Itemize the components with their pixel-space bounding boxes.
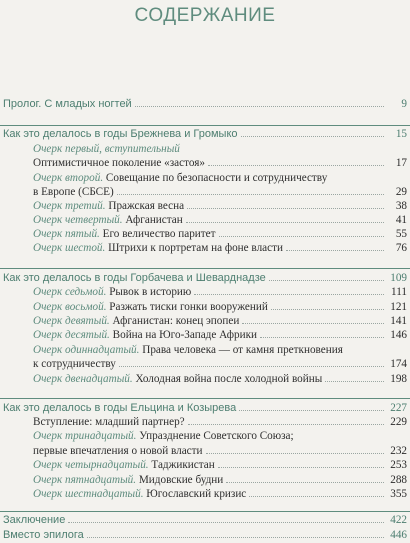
essay-title: Разжать тиски гонки вооружений: [106, 301, 268, 313]
entry-text: [33, 328, 257, 342]
toc-entry[interactable]: [0, 372, 410, 386]
essay-title: Таджикистан: [148, 459, 215, 471]
essay-label: Очерк четырнадцатый.: [33, 459, 149, 471]
essay-label: Очерк первый, вступительный: [33, 143, 180, 155]
dot-leader: [260, 337, 384, 338]
essay-title: Упразднение Советского Союза;: [136, 430, 294, 442]
dot-leader: [242, 323, 384, 324]
page-title: СОДЕРЖАНИЕ: [134, 5, 276, 26]
dot-leader: [206, 453, 384, 454]
dot-leader: [117, 194, 384, 195]
page-number: 29: [395, 186, 407, 198]
essay-title: Совещание по безопасности и сотрудничеству: [103, 172, 328, 184]
toc-entry[interactable]: [0, 314, 410, 328]
dot-leader: [187, 208, 384, 209]
entry-text: [33, 227, 216, 241]
entry-text: Пролог. С младых ногтей: [3, 98, 132, 110]
page-number: 9: [401, 98, 407, 110]
toc-entry[interactable]: [0, 300, 410, 314]
essay-title: Пражская весна: [105, 200, 185, 212]
page-number: 288: [390, 474, 407, 486]
page-number: 111: [391, 286, 407, 298]
toc-part-heading[interactable]: [0, 513, 410, 527]
toc-part-heading[interactable]: [0, 127, 410, 141]
toc-entry[interactable]: [0, 444, 410, 458]
toc-entry[interactable]: [0, 213, 410, 227]
toc-entry[interactable]: [0, 357, 410, 371]
dot-leader: [208, 165, 384, 166]
dot-leader: [286, 250, 384, 251]
toc-entry[interactable]: [0, 429, 410, 443]
page-number: 232: [390, 445, 407, 457]
page-number: 55: [395, 228, 407, 240]
entry-text: [33, 213, 183, 227]
dot-leader: [188, 424, 384, 425]
entry-text: [33, 473, 223, 487]
page-number: 174: [390, 358, 407, 370]
entry-text: [33, 458, 215, 472]
dot-leader: [325, 381, 384, 382]
page-number: 38: [395, 200, 407, 212]
essay-label: Очерк шестнадцатый.: [33, 488, 144, 500]
page-number: 109: [390, 272, 407, 284]
page-number: 17: [395, 157, 407, 169]
essay-label: Очерк четвертый.: [33, 214, 123, 226]
entry-text: [33, 487, 246, 501]
page-number: 121: [390, 301, 407, 313]
section-divider: [0, 511, 410, 512]
essay-title: Холодная война после холодной войны: [132, 373, 323, 385]
essay-title: Мидовские будни: [136, 474, 224, 486]
dot-leader: [226, 482, 384, 483]
essay-title: Югославский кризис: [143, 488, 247, 500]
toc-entry[interactable]: [0, 171, 410, 185]
essay-title: Его величество паритет: [99, 228, 216, 240]
essay-title: Афганистан: [122, 214, 183, 226]
entry-text: [33, 300, 268, 314]
dot-leader: [218, 467, 384, 468]
toc-entry[interactable]: [0, 328, 410, 342]
entry-text: Оптимистичное поколение «застоя»: [33, 157, 205, 169]
page-number: 41: [395, 214, 407, 226]
entry-text: [33, 171, 327, 185]
section-divider: [0, 268, 410, 269]
essay-label: Очерк пятый.: [33, 228, 100, 240]
essay-label: Очерк двенадцатый.: [33, 373, 133, 385]
essay-title: Афганистан: конец эпопеи: [109, 315, 240, 327]
entry-text: [33, 343, 343, 357]
toc-part-heading[interactable]: [0, 97, 410, 111]
entry-text: Как это делалось в годы Брежнева и Громыко: [3, 128, 238, 140]
toc-entry[interactable]: [0, 227, 410, 241]
entry-text: [33, 199, 184, 213]
entry-text: в Европе (СБСЕ): [33, 186, 114, 198]
dot-leader: [269, 280, 384, 281]
page-number: 355: [390, 488, 407, 500]
page-number: 227: [390, 402, 407, 414]
entry-text: Как это делалось в годы Горбачева и Шеварднадзе: [3, 272, 266, 284]
page-number: 422: [390, 514, 407, 526]
toc-entry[interactable]: [0, 473, 410, 487]
page-number: 229: [390, 416, 407, 428]
toc-part-heading[interactable]: [0, 528, 410, 542]
page-number: 76: [395, 242, 407, 254]
dot-leader: [135, 106, 384, 107]
page-number: 141: [390, 315, 407, 327]
essay-label: Очерк седьмой.: [33, 286, 107, 298]
toc-entry[interactable]: [0, 487, 410, 501]
essay-label: Очерк десятый.: [33, 329, 110, 341]
toc-entry[interactable]: [0, 156, 410, 170]
entry-text: [33, 314, 239, 328]
dot-leader: [241, 136, 384, 137]
toc-part-heading[interactable]: [0, 401, 410, 415]
essay-label: Очерк пятнадцатый.: [33, 474, 137, 486]
dot-leader: [68, 522, 384, 523]
toc-entry[interactable]: [0, 142, 410, 156]
essay-label: Очерк восьмой.: [33, 301, 107, 313]
entry-text: [33, 285, 191, 299]
entry-text: Как это делалось в годы Ельцина и Козырева: [3, 402, 237, 414]
page-number: 198: [390, 373, 407, 385]
essay-label: Очерк одиннадцатый.: [33, 344, 140, 356]
dot-leader: [87, 537, 384, 538]
entry-text: к сотрудничеству: [33, 358, 116, 370]
toc-entry[interactable]: [0, 415, 410, 429]
toc-part-heading[interactable]: [0, 271, 410, 285]
essay-title: Права человека — от камня преткновения: [139, 344, 343, 356]
essay-label: Очерк третий.: [33, 200, 106, 212]
section-divider: [0, 398, 410, 399]
entry-text: Вступление: младший партнер?: [33, 416, 185, 428]
toc-entry[interactable]: [0, 458, 410, 472]
dot-leader: [271, 309, 384, 310]
essay-label: Очерк второй.: [33, 172, 104, 184]
entry-text: [33, 429, 294, 443]
dot-leader: [219, 236, 384, 237]
dot-leader: [239, 410, 384, 411]
toc-entry[interactable]: [0, 199, 410, 213]
essay-label: Очерк тринадцатый.: [33, 430, 137, 442]
entry-text: первые впечатления о новой власти: [33, 445, 203, 457]
dot-leader: [186, 222, 384, 223]
dot-leader: [249, 496, 384, 497]
essay-title: Рывок в историю: [106, 286, 192, 298]
page-number: 15: [395, 128, 407, 140]
toc-entry[interactable]: [0, 185, 410, 199]
essay-title: Война на Юго-Западе Африки: [109, 329, 258, 341]
essay-label: Очерк девятый.: [33, 315, 110, 327]
entry-text: Вместо эпилога: [3, 529, 84, 541]
toc-entry[interactable]: [0, 343, 410, 357]
toc-entry[interactable]: [0, 241, 410, 255]
entry-text: [33, 142, 180, 156]
essay-label: Очерк шестой.: [33, 242, 106, 254]
section-divider: [0, 125, 410, 126]
entry-text: [33, 372, 322, 386]
page-number: 446: [390, 529, 407, 541]
page-number: 253: [390, 459, 407, 471]
entry-text: [33, 241, 283, 255]
entry-text: Заключение: [3, 514, 66, 526]
page-number: 146: [390, 329, 407, 341]
essay-title: Штрихи к портретам на фоне власти: [105, 242, 283, 254]
dot-leader: [119, 366, 384, 367]
toc-entry[interactable]: [0, 285, 410, 299]
dot-leader: [194, 294, 384, 295]
